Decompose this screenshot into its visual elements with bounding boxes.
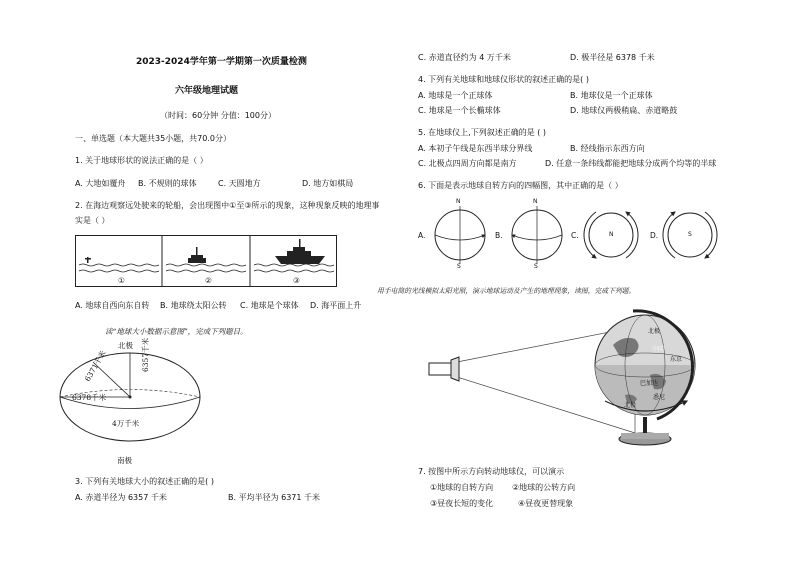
q6-b-north: N bbox=[533, 198, 538, 205]
q1-option-b: B. 不规则的球体 bbox=[138, 179, 197, 188]
globe-label-zhongguo: 中国 bbox=[652, 346, 665, 353]
figure-intro: 读“地球大小数据示意图”，完成下列题目。 bbox=[105, 327, 248, 336]
q7-option-1: ①地球的自转方向 bbox=[430, 483, 494, 492]
exam-info: （时间：60分钟 分值：100分） bbox=[160, 111, 276, 120]
panel-label-1: ① bbox=[118, 276, 125, 285]
q7-option-2: ②地球的公转方向 bbox=[512, 483, 576, 492]
exam-title: 2023-2024学年第一学期第一次质量检测 bbox=[136, 57, 307, 67]
q2-option-c: C. 地球是个球体 bbox=[240, 301, 299, 310]
q6-c-center: N bbox=[609, 231, 614, 238]
q7-option-3: ③昼夜长短的变化 bbox=[430, 499, 494, 508]
q4-option-b: B. 地球仪是一个正球体 bbox=[570, 91, 653, 100]
south-pole-label: 南极 bbox=[117, 456, 132, 465]
q6-label-b: B. bbox=[495, 231, 503, 240]
q6-stem: 6. 下面是表示地球自转方向的四幅图，其中正确的是（ ） bbox=[418, 181, 623, 190]
q3-option-a: A. 赤道半径为 6357 千米 bbox=[75, 493, 167, 502]
q6-label-d: D. bbox=[650, 231, 659, 240]
q4-option-a: A. 地球是一个正球体 bbox=[418, 91, 493, 100]
q7-option-4: ④昼夜更替现象 bbox=[518, 499, 574, 508]
q7-stem: 7. 按图中所示方向转动地球仪，可以演示 bbox=[418, 467, 565, 476]
q6-a-south: S bbox=[457, 263, 461, 270]
globe-label-beiji2: 北极 bbox=[624, 402, 637, 409]
q7-intro: 用手电筒的光线模拟太阳光照，演示地球运动及产生的地理现象，读图，完成下列题。 bbox=[377, 287, 636, 295]
q1-option-a: A. 大地如覆舟 bbox=[75, 179, 126, 188]
q4-option-d: D. 地球仪两极稍扁、赤道略鼓 bbox=[570, 106, 678, 115]
q3-option-d: D. 极半径是 6378 千米 bbox=[570, 53, 655, 62]
q5-option-a: A. 本初子午线是东西半球分界线 bbox=[418, 144, 533, 153]
q2-stem-line1: 2. 在海边观察远处驶来的轮船，会出现图中①至③所示的现象，这种现象反映的地理事 bbox=[75, 201, 380, 210]
q4-option-c: C. 地球是一个长椭球体 bbox=[418, 106, 501, 115]
circumference-label: 4万千米 bbox=[112, 419, 140, 428]
q1-option-d: D. 地方如棋局 bbox=[302, 179, 354, 188]
q6-label-c: C. bbox=[571, 231, 579, 240]
globe-label-dongjing: 东京 bbox=[670, 356, 683, 363]
q6-d-center: S bbox=[688, 231, 692, 238]
q6-a-north: N bbox=[456, 198, 461, 205]
exam-subtitle: 六年级地理试题 bbox=[175, 86, 239, 96]
q1-stem: 1. 关于地球形状的说法正确的是（ ） bbox=[75, 156, 208, 165]
q4-stem: 4. 下列有关地球和地球仪形状的叙述正确的是( ) bbox=[418, 75, 589, 84]
q6-label-a: A. bbox=[418, 231, 426, 240]
q3-option-c: C. 赤道直径约为 4 万千米 bbox=[418, 53, 511, 62]
section-heading: 一、单选题（本大题共35小题，共70.0分） bbox=[75, 134, 231, 143]
q5-option-c: C. 北极点四周方向都是南方 bbox=[418, 159, 517, 168]
q5-option-b: B. 经线指示东西方向 bbox=[570, 144, 645, 153]
q2-stem-line2: 实是（ ） bbox=[75, 216, 110, 225]
q2-option-d: D. 海平面上升 bbox=[310, 301, 362, 310]
eq-radius-label: 6378千米 bbox=[72, 393, 107, 402]
avg-radius-label: 6371千米 bbox=[82, 348, 108, 383]
globe-label-bajiazhou: 巴加达 bbox=[640, 380, 659, 387]
panel-label-2: ② bbox=[205, 276, 212, 285]
q6-b-south: S bbox=[534, 263, 538, 270]
q3-stem: 3. 下列有关地球大小的叙述正确的是( ) bbox=[75, 477, 214, 486]
globe-label-xini: 悉尼 bbox=[653, 394, 666, 401]
polar-radius-label: 6357千米 bbox=[141, 337, 150, 372]
q1-option-c: C. 天圆地方 bbox=[218, 179, 261, 188]
panel-label-3: ③ bbox=[293, 276, 300, 285]
q5-stem: 5. 在地球仪上,下列叙述正确的是 ( ) bbox=[418, 128, 547, 137]
globe-label-beiji: 北极 bbox=[648, 328, 661, 335]
q2-option-a: A. 地球自西向东自转 bbox=[75, 301, 150, 310]
q2-option-b: B. 地球绕太阳公转 bbox=[160, 301, 227, 310]
north-pole-label: 北极 bbox=[118, 341, 133, 350]
q5-option-d: D. 任意一条纬线都能把地球分成两个均等的半球 bbox=[545, 159, 717, 168]
q3-option-b: B. 平均半径为 6371 千米 bbox=[228, 493, 321, 502]
globe-flashlight-figure bbox=[425, 305, 725, 455]
